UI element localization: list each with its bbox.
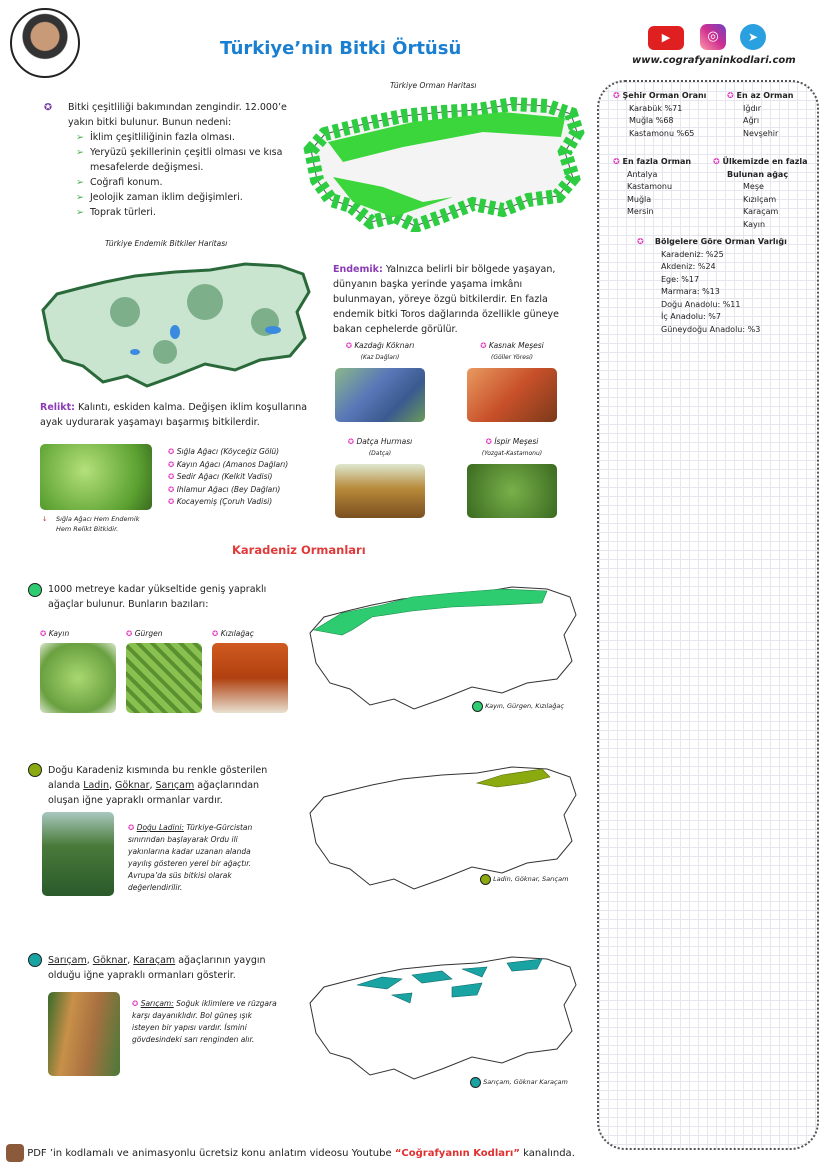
relict-item: ✪ Kocayemiş (Çoruh Vadisi)	[168, 497, 273, 506]
saricam-image	[48, 992, 120, 1076]
regional-forest: ✪ Bölgelere Göre Orman Varlığı Karadeniz: %25 Akdeniz: %24 Ege: %17 Marmara: %13 Doğu Anadolu: %11 İç Anadolu: %7 Güneydoğu Anadolu: %3	[637, 237, 787, 334]
map-legend-2: Ladin, Göknar, Sarıçam	[480, 873, 568, 885]
instagram-icon[interactable]: ◎	[700, 24, 726, 50]
reason-item: ➢ Coğrafi konum.	[76, 177, 163, 188]
kazdagi-koknari-image	[335, 368, 425, 422]
relict-item: ✪ Kayın Ağacı (Amanos Dağları)	[168, 459, 289, 469]
map-legend-3: Sarıçam, Göknar Karaçam	[470, 1076, 568, 1088]
dogu-ladini-note: ✪ Doğu Ladini: Türkiye-Gürcistan sınırından başlayarak Ordu ili yakınlarına kadar uzanan alanda yayılış gösteren yerel bir ağaçtır. Avrupa’da süs bitkisi olarak değerlendirilir.	[128, 823, 253, 892]
least-forest: ✪ En az Orman Iğdır Ağrı Nevşehir	[727, 91, 794, 138]
endemic-plant: ✪ Datça Hurması (Datça)	[335, 436, 425, 518]
reason-item: ➢ Yeryüzü şekillerinin çeşitli olması ve kısa mesafelerde değişmesi.	[76, 147, 283, 173]
endemic-plant: ✪ Kazdağı Köknarı (Kaz Dağları)	[335, 340, 425, 422]
reason-item: ➢ İklim çeşitliliğinin fazla olması.	[76, 132, 235, 143]
endemic-plant: ✪ İspir Meşesi (Yozgat-Kastamonu)	[467, 436, 557, 518]
youtube-icon[interactable]: ▶	[648, 26, 684, 50]
tree-card: ✪ Gürgen	[126, 628, 202, 713]
relict-note: ↓ Sığla Ağacı Hem Endemik Hem Relikt Bitkidir.	[42, 515, 140, 533]
city-forest-ratio: ✪ Şehir Orman Oranı Karabük %71 Muğla %68 Kastamonu %65	[613, 91, 707, 138]
reason-item: ➢ Jeolojik zaman iklim değişimleri.	[76, 192, 243, 203]
relict-term: Relikt:	[40, 402, 75, 413]
relict-definition: Relikt: Kalıntı, eskiden kalma. Değişen iklim koşullarına ayak uydurarak yaşamayı başarmış bitkilerdir.	[40, 402, 308, 428]
reason-item: ➢ Toprak türleri.	[76, 207, 156, 218]
telegram-icon[interactable]: ➤	[740, 24, 766, 50]
website-link[interactable]: www.cografyaninkodlari.com	[632, 55, 796, 66]
sigla-agaci-image	[40, 444, 152, 510]
karadeniz-map-1	[302, 575, 584, 715]
kasnak-mesesi-image	[467, 368, 557, 422]
info-panel	[597, 80, 819, 1150]
kayin-image	[40, 643, 116, 713]
endemic-map	[35, 252, 317, 392]
karadeniz-s1-text: 1000 metreye kadar yükseltide geniş yapraklı ağaçlar bulunur. Bunların bazıları:	[28, 582, 288, 612]
forest-map	[303, 92, 585, 232]
intro-text: Bitki çeşitliliği bakımından zengindir. 12.000’e yakın bitki bulunur. Bunun nedeni:	[68, 102, 287, 128]
avatar	[10, 8, 80, 78]
endemic-plant: ✪ Kasnak Meşesi (Göller Yöresi)	[467, 340, 557, 422]
mascot-icon	[6, 1144, 24, 1162]
common-trees: ✪ Ülkemizde en fazla Bulunan ağaç Meşe Kızılçam Karaçam Kayın	[713, 157, 808, 229]
section-title: Karadeniz Ormanları	[232, 543, 366, 557]
dogu-ladini-image	[42, 812, 114, 896]
footer: PDF ’in kodlamalı ve animasyonlu ücretsiz konu anlatım videosu Youtube “Coğrafyanın Kodları” kanalında.	[6, 1144, 575, 1162]
endemic-term: Endemik:	[333, 264, 383, 275]
relict-list	[168, 446, 288, 509]
intro	[44, 100, 288, 220]
page-title: Türkiye’nin Bitki Örtüsü	[220, 38, 462, 59]
gurgen-image	[126, 643, 202, 713]
ispir-mesesi-image	[467, 464, 557, 518]
relict-item: ✪ Ihlamur Ağacı (Bey Dağları)	[168, 484, 281, 494]
karadeniz-s2-text: Doğu Karadeniz kısmında bu renkle gösterilen alanda Ladin, Göknar, Sarıçam ağaçlarından oluşan iğne yapraklı ormanlar vardır.	[28, 763, 290, 808]
endemic-map-title: Türkiye Endemik Bitkiler Haritası	[105, 239, 228, 248]
relict-item: ✪ Sığla Ağacı (Köyceğiz Gölü)	[168, 447, 280, 456]
karadeniz-s3-text: Sarıçam, Göknar, Karaçam ağaçlarının yaygın olduğu iğne yapraklı ormanları gösterir.	[28, 953, 290, 983]
tree-card: ✪ Kızılağaç	[212, 628, 288, 713]
saricam-note: ✪ Sarıçam: Soğuk iklimlere ve rüzgara karşı dayanıklıdır. Bol güneş ışık isteyen bir yapısı vardır. İsmini gövdesindeki sarı renginden alır.	[132, 999, 277, 1044]
channel-link[interactable]: “Coğrafyanın Kodları”	[394, 1148, 520, 1159]
karadeniz-map-3	[302, 945, 584, 1085]
star-icon: ✪	[44, 102, 52, 113]
forest-map-title: Türkiye Orman Haritası	[390, 81, 477, 90]
datca-hurmasi-image	[335, 464, 425, 518]
endemic-definition: Endemik: Yalnızca belirli bir bölgede yaşayan, dünyanın başka yerinde yaşama imkânı bulunmayan, yöreye özgü bitkilerdir. En fazla endemik bitki Toros dağlarında özellikle güneye bakan cephelerde görülür.	[333, 264, 559, 335]
map-legend-1: Kayın, Gürgen, Kızılağaç	[472, 700, 564, 712]
kizilagac-image	[212, 643, 288, 713]
relict-item: ✪ Sedir Ağacı (Kelkit Vadisi)	[168, 472, 273, 481]
most-forest: ✪ En fazla Orman Antalya Kastamonu Muğla Mersin	[613, 157, 692, 216]
tree-card: ✪ Kayın	[40, 628, 116, 713]
